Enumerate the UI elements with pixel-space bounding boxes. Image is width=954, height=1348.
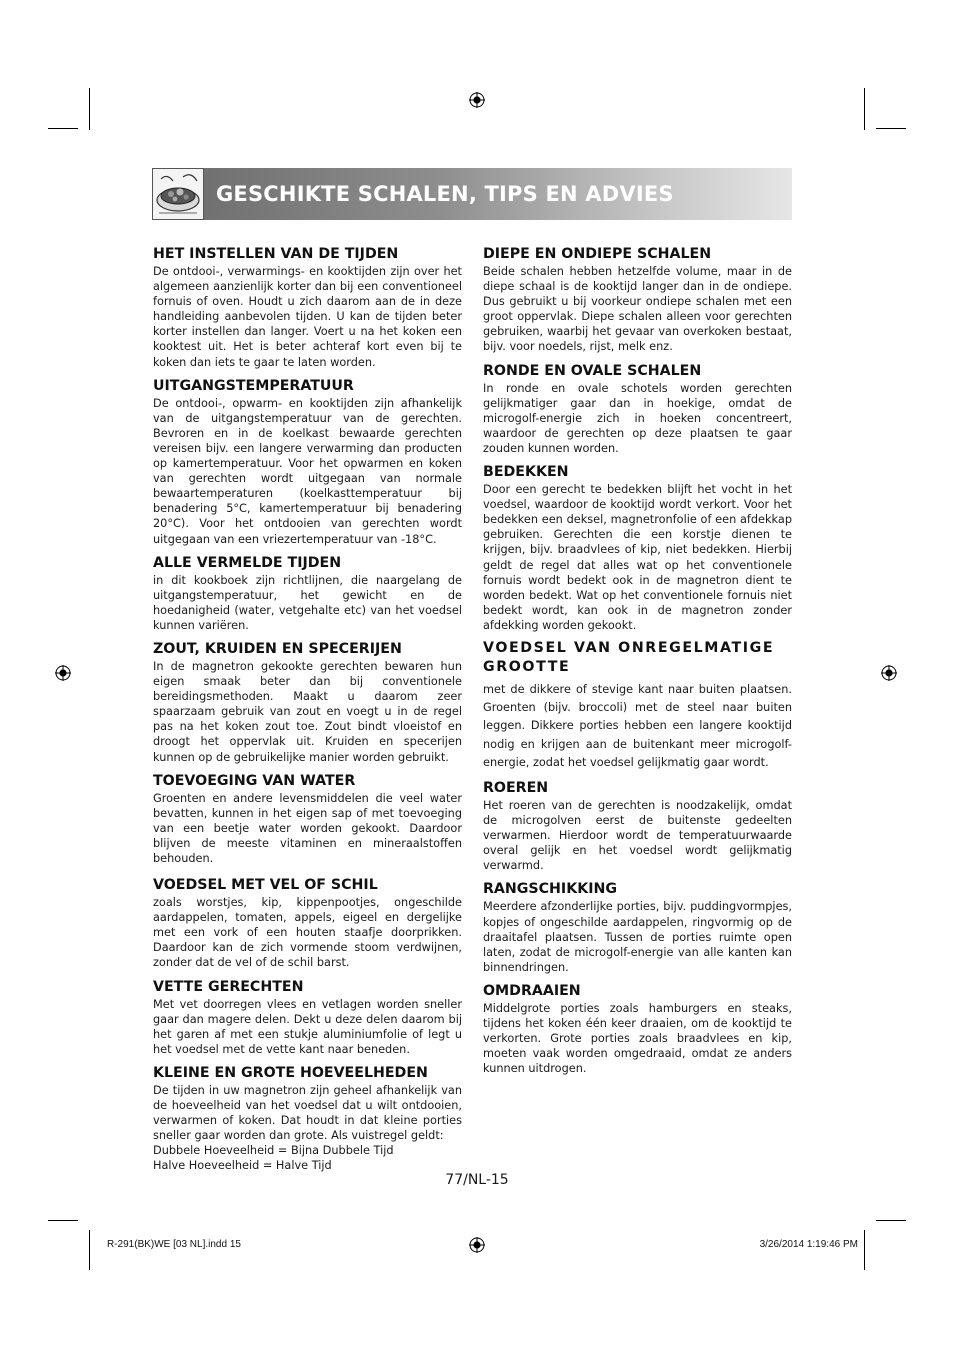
rule-line: Halve Hoeveelheid = Halve Tijd: [153, 1159, 332, 1173]
crop-mark: [48, 1220, 78, 1221]
registration-mark-icon: [881, 665, 897, 681]
crop-mark: [876, 128, 906, 129]
crop-mark: [89, 88, 90, 130]
crop-mark: [89, 1230, 90, 1270]
section: [153, 1063, 462, 1174]
file-name: R-291(BK)WE [03 NL].indd 15: [107, 1239, 241, 1250]
section-heading: TOEVOEGING VAN WATER: [153, 772, 356, 789]
section-text: In de magnetron gekookte gerechten bewaren hun eigen smaak beter dan bij conventionele bereidingsmethoden. Maakt u daarom zeer spaarzaam gebruik van zout en voegt u in de regel pas na het koken zout toe. Zout bindt vloeistof en droogt het oppervlak uit. Kruiden en specerijen kunnen op de gebruikelijke manier worden gebruikt.: [153, 659, 462, 764]
section-heading: RANGSCHIKKING: [483, 881, 617, 898]
section-text: Het roeren van de gerechten is noodzakelijk, omdat de microgolven eerst de buitenste gedeelten verwarmen. Hierdoor wordt de temperatuurwaarde overal gelijk en het voedsel wordt gelijkmatig verwarmd.: [483, 798, 792, 873]
section-heading: VOEDSEL MET VEL OF SCHIL: [153, 877, 378, 894]
crop-mark: [864, 88, 865, 130]
section: [153, 376, 462, 547]
section-heading: UITGANGSTEMPERATUUR: [153, 377, 354, 394]
section-heading: ALLE VERMELDE TIJDEN: [153, 554, 342, 571]
section-text: De ontdooi-, verwarmings- en kooktijden zijn over het algemeen aanzienlijk korter dan bij een conventioneel fornuis of oven. Houdt u zich daarom aan de in deze handleiding aanbevolen tijden. U kan de tijden beter korter instellen dan langer. Voert u na het koken een kooktest uit. Het is beter achteraf kort even bij te koken dan iets te gaar te laten worden.: [153, 265, 462, 369]
crop-mark: [864, 1230, 865, 1270]
registration-mark-icon: [469, 1237, 485, 1253]
section-text: Groenten en andere levensmiddelen die veel water bevatten, kunnen in het eigen sap of met toevoeging van een beetje water worden gekookt. Daardoor blijven de meeste vitaminen en mineraalstoffen behouden.: [153, 791, 462, 865]
section-text: met de dikkere of stevige kant naar buiten plaatsen. Groenten (bijv. broccoli) met de steel naar buiten leggen. Dikkere porties hebben een langere kooktijd nodig en krijgen aan de buitenkant meer microgolf-energie, zodat het voedsel gelijkmatig gaar wordt.: [483, 682, 792, 769]
section-heading: VOEDSEL VAN ONREGELMATIGE GROOTTE: [483, 639, 775, 675]
section: [153, 875, 462, 970]
section-text: In ronde en ovale schotels worden gerechten gelijkmatiger gaar dan in hoekige, omdat de microgolf-energie zich in hoeken concentreert, waardoor de gerechten op deze plaatsen te gaar zouden kunnen worden.: [483, 381, 792, 455]
section-heading: BEDEKKEN: [483, 464, 569, 481]
section-heading: ROEREN: [483, 779, 549, 796]
section: [153, 553, 462, 633]
section-text: in dit kookboek zijn richtlijnen, die naargelang de uitgangstemperatuur, het gewicht en de hoedanigheid (water, vetgehalte etc) van het voedsel kunnen variëren.: [153, 573, 462, 632]
page-title: GESCHIKTE SCHALEN, TIPS EN ADVIES: [216, 182, 674, 206]
section: [483, 778, 792, 873]
section-text: De ontdooi-, opwarm- en kooktijden zijn afhankelijk van de uitgangstemperatuur van de gerechten. Bevroren en in de koelkast bewaarde gerechten vereisen bijv. een langere verwarming dan producten op kamertemperatuur. Voor het opwarmen en koken van gerechten wordt uitgegaan van normale bewaartemperaturen (koelkasttemperatuur bij benadering 5°C, kamertemperatuur bij benadering 20°C). Voor het ontdooien van gerechten wordt uitgegaan van een vriezertemperatuur van -18°C.: [153, 396, 462, 546]
section: [153, 977, 462, 1057]
registration-mark-icon: [55, 665, 71, 681]
section-heading: ZOUT, KRUIDEN EN SPECERIJEN: [153, 640, 402, 657]
page-number: 77/NL-15: [445, 1172, 509, 1188]
crop-mark: [48, 128, 78, 129]
section: [483, 244, 792, 355]
section: [483, 361, 792, 456]
crop-mark: [876, 1220, 906, 1221]
right-column: [483, 244, 792, 1076]
section-heading: RONDE EN OVALE SCHALEN: [483, 362, 702, 379]
section-text: zoals worstjes, kip, kippenpootjes, ongeschilde aardappelen, tomaten, appels, eigeel en dergelijke met een vork of een houten staafje doorprikken. Daardoor kan de zich vormende stoom verdwijnen, zonder dat de vel of de schil barst.: [153, 896, 462, 970]
section-text: De tijden in uw magnetron zijn geheel afhankelijk van de hoeveelheid van het voedsel dat u wilt ontdooien, verwarmen of koken. Dat houdt in dat kleine porties sneller gaar worden dan grote. Als vuistregel geldt:: [153, 1083, 462, 1143]
section-heading: OMDRAAIEN: [483, 982, 581, 999]
food-dish-icon: [152, 168, 204, 220]
section-text: Met vet doorregen vlees en vetlagen worden sneller gaar dan magere delen. Dekt u deze delen daarom bij het garen af met een stukje aluminiumfolie of legt u het voedsel met de vette kant naar beneden.: [153, 997, 462, 1056]
section: [153, 639, 462, 765]
section-text: Door een gerecht te bedekken blijft het vocht in het voedsel, waardoor de kooktijd wordt verkort. Voor het bedekken een deksel, magnetronfolie of een afdekkap gebruiken. Gerechten die een korstje dienen te krijgen, bijv. braadvlees of kip, niet bedekken. Hierbij geldt de regel dat alles wat op het conventionele fornuis wordt bedekt ook in de magnetron dient te worden bedekt. Wat op het conventionele fornuis niet bedekt wordt, kan ook in de magnetron zonder afdekking worden gekookt.: [483, 483, 792, 632]
section: [153, 771, 462, 866]
section: [153, 244, 462, 370]
section-text: Middelgrote porties zoals hamburgers en steaks, tijdens het koken één keer draaien, om de kooktijd te verkorten. Grote porties zoals braadvlees en kip, moeten vaak worden omgedraaid, omdat ze anders kunnen uitdrogen.: [483, 1001, 792, 1076]
section-heading: HET INSTELLEN VAN DE TIJDEN: [153, 246, 399, 262]
section-heading: DIEPE EN ONDIEPE SCHALEN: [483, 246, 712, 262]
section: [483, 639, 792, 772]
print-timestamp: 3/26/2014 1:19:46 PM: [759, 1239, 858, 1250]
left-column: [153, 244, 462, 1174]
section-text: Beide schalen hebben hetzelfde volume, maar in de diepe schaal is de kooktijd langer dan in de ondiepe. Dus gebruikt u bij voorkeur ondiepe schalen met een groot oppervlak. Diepe schalen alleen voor gerechten gebruiken, waarbij het gevaar van overkoken bestaat, bijv. voor noedels, rijst, melk enz.: [483, 265, 792, 354]
section: [483, 879, 792, 974]
rule-line: Dubbele Hoeveelheid = Bijna Dubbele Tijd: [153, 1144, 394, 1158]
section-heading: VETTE GERECHTEN: [153, 978, 304, 995]
section: [483, 981, 792, 1076]
section-heading: KLEINE EN GROTE HOEVEELHEDEN: [153, 1064, 428, 1081]
section: [483, 462, 792, 633]
registration-mark-icon: [469, 92, 485, 108]
section-text: Meerdere afzonderlijke porties, bijv. puddingvormpjes, kopjes of ongeschilde aardappelen, ringvormig op de draaitafel plaatsen. Tussen de porties ruimte open laten, zodat de microgolf-energie van alle kanten kan binnendringen.: [483, 900, 792, 974]
